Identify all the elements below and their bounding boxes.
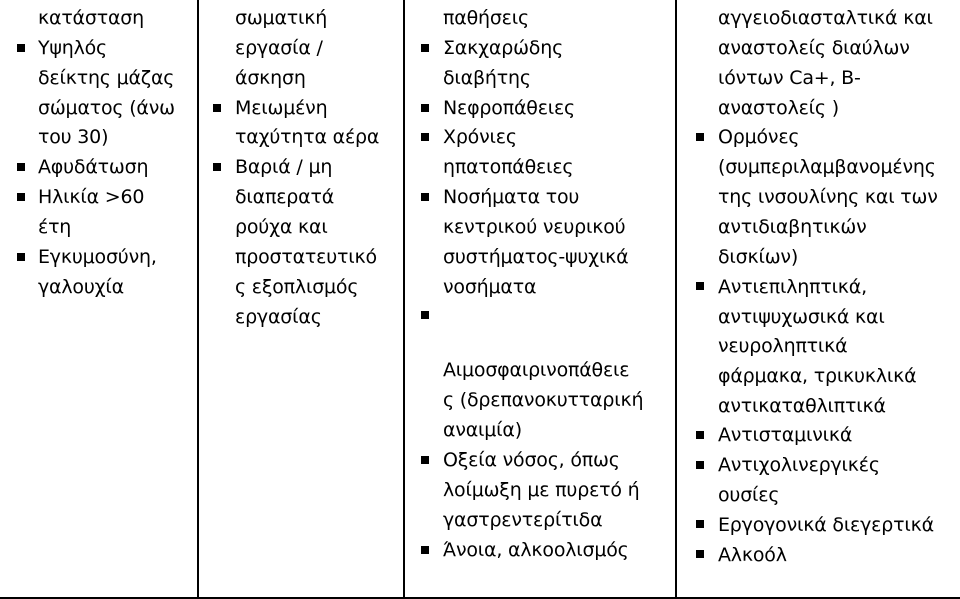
table-cell-line: Βαριά / μη xyxy=(235,156,333,178)
table-cell-line: ιόντων Ca+, B- xyxy=(718,67,861,89)
table-column-3 xyxy=(405,0,675,599)
table-cell-line: κατάσταση xyxy=(38,7,144,29)
bullet-icon xyxy=(696,461,704,469)
table-column-1 xyxy=(0,0,197,599)
table-cell-line: παθήσεις xyxy=(443,7,529,29)
bullet-icon xyxy=(213,163,221,171)
table-cell-line: συστήματος-ψυχικά xyxy=(443,246,629,268)
table-cell-line: ηπατοπάθειες xyxy=(443,156,574,178)
table-cell-line: ουσίες xyxy=(718,484,780,506)
table-cell-line: Χρόνιες xyxy=(443,126,517,148)
bullet-icon xyxy=(696,520,704,528)
table-cell-line: του 30) xyxy=(38,126,109,148)
table-cell-line: Εργογονικά διεγερτικά xyxy=(718,514,934,536)
table-cell-line: Εγκυμοσύνη, xyxy=(38,246,157,268)
table-cell-line: ς (δρεπανοκυτταρική xyxy=(443,389,644,411)
table-cell-line: αντιδιαβητικών xyxy=(718,216,867,238)
table-cell-line: σωματική xyxy=(235,7,328,29)
table-cell-line: έτη xyxy=(38,216,72,238)
bullet-icon xyxy=(17,163,25,171)
table-cell-line: Ορμόνες xyxy=(718,126,800,148)
bullet-icon xyxy=(17,44,25,52)
table-cell-line: νευροληπτικά xyxy=(718,335,848,357)
table-cell-line: δείκτης μάζας xyxy=(38,67,175,89)
table-cell-line: αναιμία) xyxy=(443,419,522,441)
table-cell-line: νοσήματα xyxy=(443,276,537,298)
table-cell-line: (συμπεριλαμβανομένης xyxy=(718,156,936,178)
table-cell-line: Αιμοσφαιρινοπάθειε xyxy=(443,359,630,381)
bullet-icon xyxy=(421,104,429,112)
table-cell-line: ταχύτητα αέρα xyxy=(235,126,380,148)
table-cell-line: Αντιχολινεργικές xyxy=(718,454,880,476)
bullet-icon xyxy=(696,431,704,439)
bullet-icon xyxy=(421,193,429,201)
bullet-icon xyxy=(696,282,704,290)
table-cell-line: δισκίων) xyxy=(718,246,799,268)
table-cell-line: Υψηλός xyxy=(38,37,108,59)
table-cell-line: Νεφροπάθειες xyxy=(443,97,576,119)
column-divider xyxy=(675,0,677,599)
bullet-icon xyxy=(213,104,221,112)
bullet-icon xyxy=(421,546,429,554)
table-cell-line: αντιψυχωσικά και xyxy=(718,306,885,328)
table-cell-line: διαβήτης xyxy=(443,67,531,89)
table-cell-line: ρούχα και xyxy=(235,216,328,238)
table-cell-line: εργασία / xyxy=(235,37,323,59)
table-cell-line: αναστολείς διαύλων xyxy=(718,37,910,59)
table-cell-line: Άνοια, αλκοολισμός xyxy=(443,539,629,561)
bullet-icon xyxy=(17,193,25,201)
table-cell-line: αναστολείς ) xyxy=(718,97,839,119)
table-cell-line: Αφυδάτωση xyxy=(38,156,149,178)
table-cell-line: Νοσήματα του xyxy=(443,186,580,208)
table-cell-line: ς εξοπλισμός xyxy=(235,276,359,298)
table-cell-line: εργασίας xyxy=(235,306,322,328)
table-cell-line: της ινσουλίνης και των xyxy=(718,186,938,208)
table-cell-line: Αντιεπιληπτικά, xyxy=(718,276,867,298)
column-divider xyxy=(403,0,405,599)
bullet-icon xyxy=(421,456,429,464)
table-cell-line: Οξεία νόσος, όπως xyxy=(443,449,620,471)
bullet-icon xyxy=(421,44,429,52)
table-cell-line: φάρμακα, τρικυκλικά xyxy=(718,365,917,387)
table-cell-line: αντικαταθλιπτικά xyxy=(718,395,886,417)
table-cell-line: άσκηση xyxy=(235,67,306,89)
column-divider xyxy=(197,0,199,599)
table-column-4 xyxy=(677,0,960,599)
table-cell-line: λοίμωξη με πυρετό ή xyxy=(443,479,640,501)
table-cell-line: Ηλικία >60 xyxy=(38,186,145,208)
bullet-icon xyxy=(696,550,704,558)
table-cell-line: Αντισταμινικά xyxy=(718,424,853,446)
table-cell-line: Μειωμένη xyxy=(235,97,328,119)
table-cell-line: Σακχαρώδης xyxy=(443,37,564,59)
table-cell-line: γαστρεντερίτιδα xyxy=(443,509,603,531)
bullet-icon xyxy=(17,253,25,261)
table-cell-line: προστατευτικό xyxy=(235,246,377,268)
bullet-icon xyxy=(421,133,429,141)
table-cell-line: κεντρικού νευρικού xyxy=(443,216,626,238)
table-cell-line: Αλκοόλ xyxy=(718,544,787,566)
table-cell-line: αγγειοδιασταλτικά και xyxy=(718,7,933,29)
table-column-2 xyxy=(199,0,403,599)
table-cell-line: διαπερατά xyxy=(235,186,335,208)
table-cell-line: σώματος (άνω xyxy=(38,97,175,119)
table-cell-line: γαλουχία xyxy=(38,276,124,298)
bullet-icon xyxy=(696,133,704,141)
bullet-icon xyxy=(421,311,429,319)
